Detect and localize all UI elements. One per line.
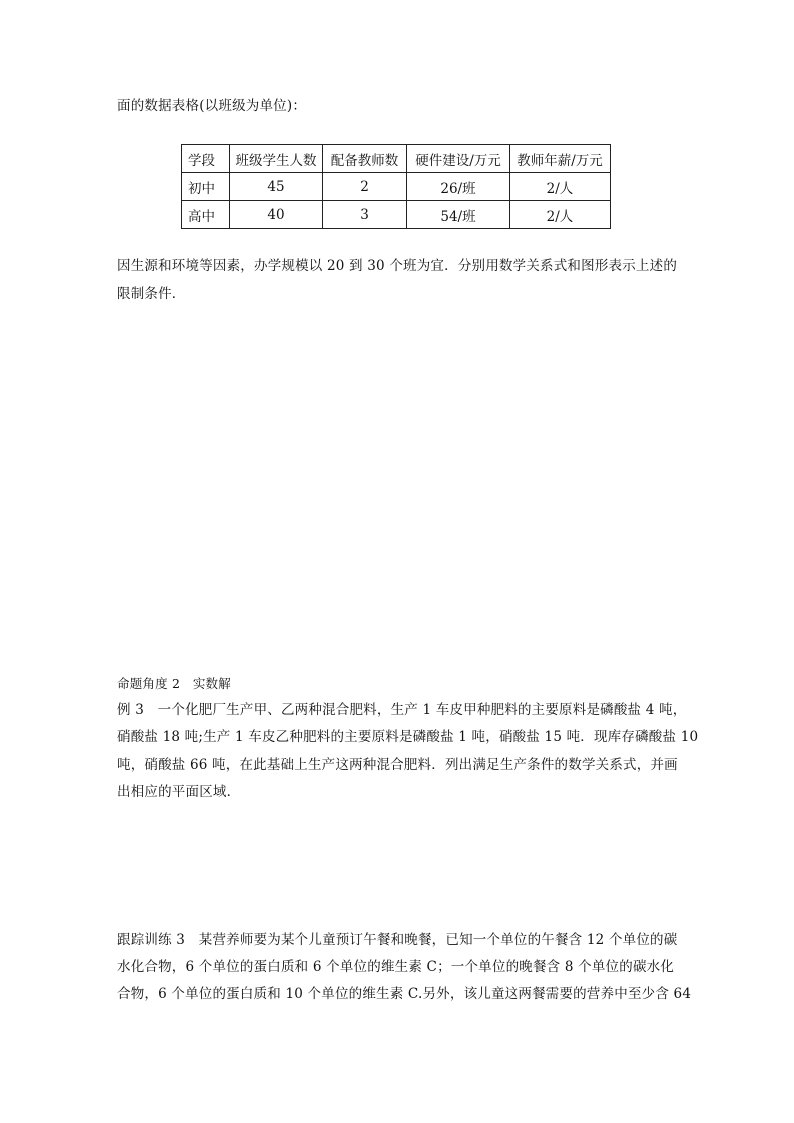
- table-cell: 初中: [182, 173, 230, 201]
- section-heading: 命题角度 2 实数解: [117, 676, 231, 691]
- table-row: [182, 173, 611, 201]
- table-cell: 2/人: [510, 173, 611, 201]
- table-header-cell: 班级学生人数: [230, 145, 323, 173]
- para1-line2: 限制条件．: [117, 286, 186, 302]
- table-header-row: [182, 145, 611, 173]
- table-cell: 40: [230, 201, 323, 229]
- example3-line2: 硝酸盐 18 吨;生产 1 车皮乙种肥料的主要原料是磷酸盐 1 吨，硝酸盐 15 吨．现库存磷酸盐 10: [117, 729, 699, 745]
- table-cell: 2/人: [510, 201, 611, 229]
- table-header-cell: 配备教师数: [323, 145, 407, 173]
- example3-line3: 吨，硝酸盐 66 吨，在此基础上生产这两种混合肥料．列出满足生产条件的数学关系式，并画: [117, 757, 678, 773]
- example3-line4: 出相应的平面区域．: [117, 784, 241, 800]
- table-row: [182, 201, 611, 229]
- para1-line1: 因生源和环境等因素，办学规模以 20 到 30 个班为宜．分别用数学关系式和图形表示上述的: [117, 258, 678, 274]
- table-cell: 45: [230, 173, 323, 201]
- table-header-cell: 教师年薪/万元: [510, 145, 611, 173]
- intro-text: 面的数据表格(以班级为单位)：: [117, 98, 307, 114]
- table-cell: 3: [323, 201, 407, 229]
- table-header-cell: 学段: [182, 145, 230, 173]
- table-cell: 26/班: [407, 173, 510, 201]
- training3-line3: 合物，6 个单位的蛋白质和 10 个单位的维生素 C.另外，该儿童这两餐需要的营养中至少含 64: [117, 986, 692, 1002]
- training3-line1: 跟踪训练 3 某营养师要为某个儿童预订午餐和晚餐，已知一个单位的午餐含 12 个单位的碳: [117, 932, 678, 948]
- table-cell: 2: [323, 173, 407, 201]
- example3-line1: 例 3 一个化肥厂生产甲、乙两种混合肥料，生产 1 车皮甲种肥料的主要原料是磷酸盐 4 吨，: [117, 702, 687, 718]
- table-cell: 54/班: [407, 201, 510, 229]
- table-cell: 高中: [182, 201, 230, 229]
- data-table: [181, 144, 611, 229]
- table-header-cell: 硬件建设/万元: [407, 145, 510, 173]
- training3-line2: 水化合物，6 个单位的蛋白质和 6 个单位的维生素 C；一个单位的晚餐含 8 个单位的碳水化: [117, 959, 675, 975]
